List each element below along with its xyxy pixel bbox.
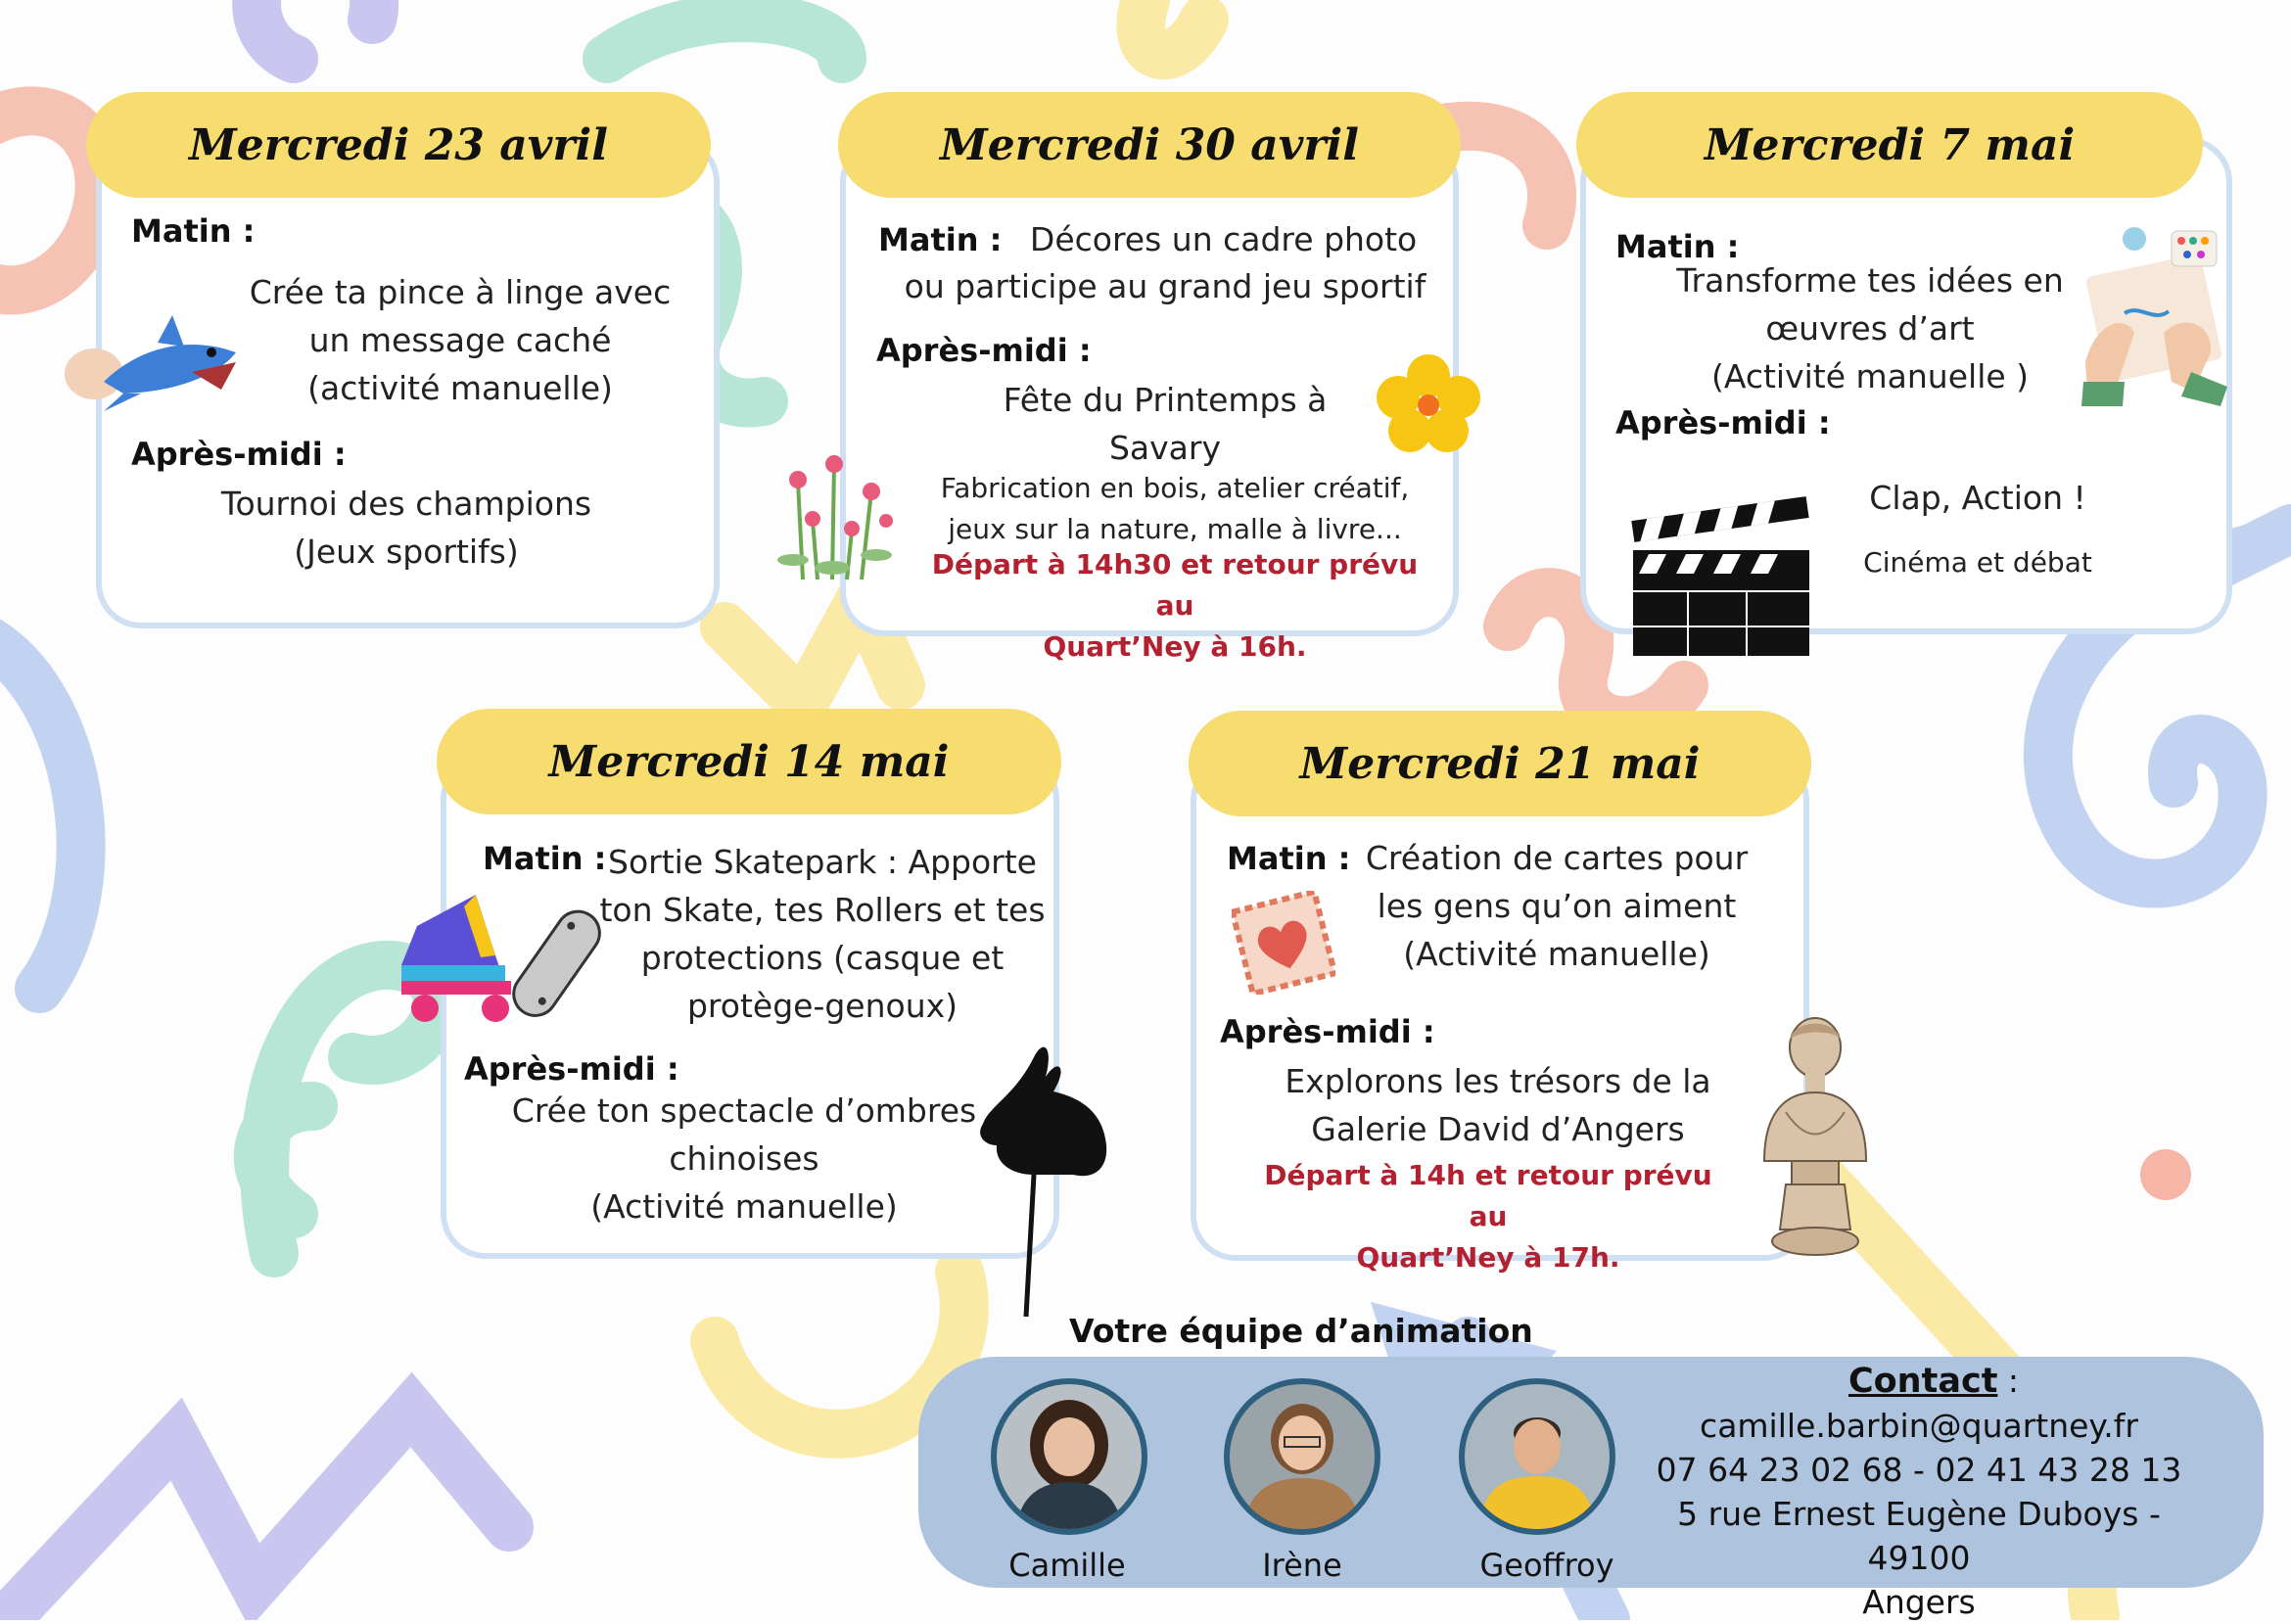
- matin-label: Matin :: [483, 840, 607, 877]
- apres-midi-details: Fabrication en bois, atelier créatif, jeux sur la nature, malle à livre...: [940, 472, 1410, 545]
- person-icon: [1465, 1384, 1610, 1529]
- matin-label: Matin :: [1227, 840, 1351, 877]
- matin-line: [878, 215, 1426, 264]
- apres-midi-text: Explorons les trésors de la Galerie David d’Angers: [1285, 1062, 1711, 1148]
- member-name-irene: Irène: [1262, 1547, 1342, 1584]
- member-name-camille: Camille: [1008, 1547, 1126, 1584]
- apres-midi-text: Clap, Action !: [1869, 479, 2086, 517]
- tulips-icon: [773, 452, 906, 584]
- card-title-may-7: Mercredi 7 mai: [1576, 92, 2203, 198]
- heart-stamp-icon: [1232, 891, 1335, 995]
- apres-midi-text: Tournoi des champions (Jeux sportifs): [220, 485, 592, 571]
- matin-text: Transforme tes idées en œuvres d’art (Activité manuelle ): [1676, 261, 2064, 395]
- member-name-geoffroy: Geoffroy: [1479, 1547, 1614, 1584]
- apres-midi-label: Après-midi :: [1220, 1013, 1435, 1050]
- contact-block: [1645, 1359, 2193, 1624]
- card-title-april-23: Mercredi 23 avril: [86, 92, 711, 198]
- apres-midi-text: Fête du Printemps à Savary: [1003, 381, 1328, 467]
- team-title: Votre équipe d’animation: [1069, 1312, 1533, 1350]
- person-icon: [997, 1384, 1142, 1529]
- shark-icon: [65, 313, 251, 421]
- apres-midi-label: Après-midi :: [131, 436, 347, 473]
- contact-email[interactable]: camille.barbin@quartney.fr: [1700, 1407, 2138, 1445]
- matin-text-2: ou participe au grand jeu sportif: [904, 267, 1426, 305]
- contact-colon: :: [1997, 1362, 2020, 1400]
- card-title-may-21: Mercredi 21 mai: [1189, 711, 1811, 816]
- avatar-irene: [1224, 1378, 1380, 1535]
- contact-address-2: Angers: [1862, 1583, 1976, 1621]
- rabbit-shadow-icon: [975, 1038, 1112, 1322]
- bust-statue-icon: [1756, 1014, 1880, 1261]
- painting-icon: [2066, 225, 2232, 406]
- apres-midi-text: Crée ton spectacle d’ombres chinoises (Activité manuelle): [511, 1091, 977, 1226]
- apres-midi-label: Après-midi :: [464, 1050, 679, 1088]
- matin-text-1: Décores un cadre photo: [1029, 220, 1418, 258]
- roller-skate-icon: [388, 887, 603, 1034]
- clapperboard-icon: [1629, 493, 1811, 658]
- contact-address-1: 5 rue Ernest Eugène Duboys - 49100: [1677, 1495, 2161, 1577]
- matin-text: Création de cartes pour les gens qu’on aiment (Activité manuelle): [1365, 839, 1749, 973]
- card-title-april-30: Mercredi 30 avril: [838, 92, 1461, 198]
- apres-midi-details: Cinéma et débat: [1863, 546, 2092, 579]
- avatar-camille: [991, 1378, 1147, 1535]
- apres-midi-label: Après-midi :: [876, 332, 1092, 369]
- contact-title: Contact: [1847, 1362, 1998, 1401]
- matin-text: Crée ta pince à linge avec un message caché (activité manuelle): [249, 273, 672, 407]
- departure-note: Départ à 14h et retour prévu au Quart’Ney à 17h.: [1264, 1159, 1712, 1274]
- person-icon: [1230, 1384, 1375, 1529]
- flower-icon: [1377, 354, 1480, 452]
- matin-label: Matin :: [1615, 228, 1740, 265]
- apres-midi-label: Après-midi :: [1615, 404, 1831, 441]
- matin-text: Sortie Skatepark : Apporte ton Skate, tes Rollers et tes protections (casque et protège-genoux): [599, 843, 1046, 1025]
- avatar-geoffroy: [1459, 1378, 1615, 1535]
- matin-label: Matin :: [878, 221, 1003, 258]
- matin-label: Matin :: [131, 212, 256, 250]
- contact-phones[interactable]: 07 64 23 02 68 - 02 41 43 28 13: [1656, 1451, 2182, 1489]
- departure-note: Départ à 14h30 et retour prévu au Quart’Ney à 16h.: [931, 548, 1419, 663]
- card-title-may-14: Mercredi 14 mai: [437, 709, 1061, 814]
